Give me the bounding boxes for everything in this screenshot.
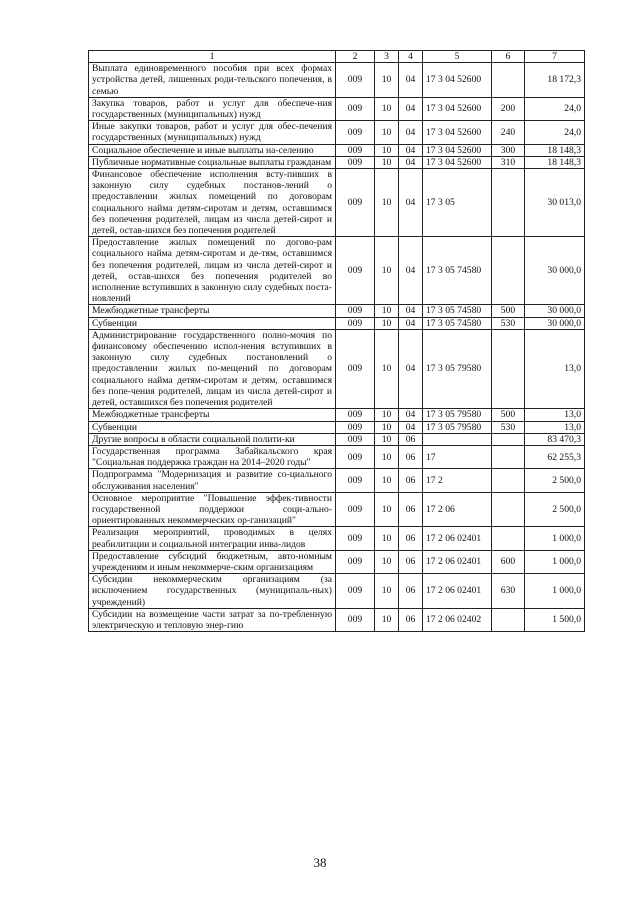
expense-type-code-cell [492, 445, 525, 468]
table-row [89, 409, 585, 421]
ministry-code-cell: 009 [336, 121, 375, 144]
amount-cell: 1 500,0 [525, 608, 585, 631]
table-row [89, 433, 585, 445]
section-code-cell: 10 [375, 421, 399, 433]
section-code-cell: 10 [375, 63, 399, 98]
ministry-code-cell: 009 [336, 329, 375, 408]
table-row [89, 492, 585, 527]
section-code-cell: 10 [375, 329, 399, 408]
target-item-code-cell: 17 3 05 [423, 169, 492, 237]
section-code-cell: 10 [375, 608, 399, 631]
table-row [89, 121, 585, 144]
expense-type-code-cell [492, 237, 525, 305]
subsection-code-cell: 04 [399, 169, 423, 237]
subsection-code-cell: 06 [399, 574, 423, 609]
target-item-code-cell: 17 3 05 74580 [423, 237, 492, 305]
ministry-code-cell: 009 [336, 445, 375, 468]
subsection-code-cell: 04 [399, 237, 423, 305]
item-name-cell: Основное мероприятие "Повышение эффек-тивности государственной поддержки соци-ально-ориентированных некоммерческих ор-ганизаций" [89, 492, 336, 527]
amount-cell: 30 000,0 [525, 317, 585, 329]
item-name-cell: Межбюджетные трансферты [89, 409, 336, 421]
expense-type-code-cell [492, 63, 525, 98]
target-item-code-cell: 17 2 [423, 469, 492, 492]
subsection-code-cell: 06 [399, 445, 423, 468]
column-header: 4 [399, 51, 423, 63]
subsection-code-cell: 04 [399, 121, 423, 144]
target-item-code-cell: 17 3 04 52600 [423, 156, 492, 168]
expense-type-code-cell: 630 [492, 574, 525, 609]
ministry-code-cell: 009 [336, 156, 375, 168]
section-code-cell: 10 [375, 433, 399, 445]
item-name-cell: Закупка товаров, работ и услуг для обеспече-ния государственных (муниципальных) нужд [89, 97, 336, 120]
table-row [89, 169, 585, 237]
expense-type-code-cell: 310 [492, 156, 525, 168]
ministry-code-cell: 009 [336, 97, 375, 120]
ministry-code-cell: 009 [336, 237, 375, 305]
amount-cell: 83 470,3 [525, 433, 585, 445]
column-header: 6 [492, 51, 525, 63]
column-header: 7 [525, 51, 585, 63]
section-code-cell: 10 [375, 527, 399, 550]
ministry-code-cell: 009 [336, 608, 375, 631]
amount-cell: 24,0 [525, 121, 585, 144]
target-item-code-cell: 17 2 06 02401 [423, 574, 492, 609]
subsection-code-cell: 04 [399, 156, 423, 168]
ministry-code-cell: 009 [336, 305, 375, 317]
table-row [89, 305, 585, 317]
item-name-cell: Субсидии некоммерческим организациям (за исключением государственных (муниципаль-ных) учреждений) [89, 574, 336, 609]
expense-type-code-cell: 500 [492, 409, 525, 421]
subsection-code-cell: 06 [399, 469, 423, 492]
section-code-cell: 10 [375, 144, 399, 156]
item-name-cell: Государственная программа Забайкальского края "Социальная поддержка граждан на 2014–2020 годы" [89, 445, 336, 468]
item-name-cell: Выплата единовременного пособия при всех формах устройства детей, лишенных роди-тельского попечения, в семью [89, 63, 336, 98]
section-code-cell: 10 [375, 492, 399, 527]
item-name-cell: Субсидии на возмещение части затрат за по-требленную электрическую и тепловую энер-гию [89, 608, 336, 631]
ministry-code-cell: 009 [336, 317, 375, 329]
table-header-row [89, 51, 585, 63]
target-item-code-cell: 17 2 06 02402 [423, 608, 492, 631]
item-name-cell: Межбюджетные трансферты [89, 305, 336, 317]
column-header: 1 [89, 51, 336, 63]
amount-cell: 18 148,3 [525, 144, 585, 156]
expense-type-code-cell: 500 [492, 305, 525, 317]
section-code-cell: 10 [375, 97, 399, 120]
section-code-cell: 10 [375, 445, 399, 468]
ministry-code-cell: 009 [336, 469, 375, 492]
amount-cell: 24,0 [525, 97, 585, 120]
amount-cell: 18 148,3 [525, 156, 585, 168]
amount-cell: 62 255,3 [525, 445, 585, 468]
table-row [89, 445, 585, 468]
column-header: 2 [336, 51, 375, 63]
target-item-code-cell: 17 3 04 52600 [423, 63, 492, 98]
column-header: 3 [375, 51, 399, 63]
subsection-code-cell: 04 [399, 421, 423, 433]
expense-type-code-cell: 240 [492, 121, 525, 144]
item-name-cell: Финансовое обеспечение исполнения всту-пивших в законную силу судебных постанов-лений о предоставлении жилых помещений по договорам социального найма детям-сиротам и детям, оставшимся без попечения родителей, лицам из числа детей-сирот и детей, остав-шихся без попечения родителей [89, 169, 336, 237]
item-name-cell: Реализация мероприятий, проводимых в целях реабилитации и социальной интеграции инва-лидов [89, 527, 336, 550]
amount-cell: 13,0 [525, 421, 585, 433]
subsection-code-cell: 04 [399, 329, 423, 408]
target-item-code-cell: 17 2 06 02401 [423, 550, 492, 573]
table-row [89, 329, 585, 408]
amount-cell: 1 000,0 [525, 574, 585, 609]
ministry-code-cell: 009 [336, 492, 375, 527]
table-row [89, 63, 585, 98]
table-row [89, 527, 585, 550]
ministry-code-cell: 009 [336, 144, 375, 156]
column-header: 5 [423, 51, 492, 63]
amount-cell: 13,0 [525, 409, 585, 421]
table-row [89, 317, 585, 329]
section-code-cell: 10 [375, 317, 399, 329]
ministry-code-cell: 009 [336, 63, 375, 98]
table-row [89, 144, 585, 156]
subsection-code-cell: 04 [399, 144, 423, 156]
section-code-cell: 10 [375, 409, 399, 421]
ministry-code-cell: 009 [336, 409, 375, 421]
subsection-code-cell: 06 [399, 608, 423, 631]
expense-type-code-cell: 200 [492, 97, 525, 120]
table-row [89, 608, 585, 631]
ministry-code-cell: 009 [336, 169, 375, 237]
target-item-code-cell: 17 3 05 74580 [423, 317, 492, 329]
amount-cell: 30 013,0 [525, 169, 585, 237]
expense-type-code-cell [492, 492, 525, 527]
amount-cell: 13,0 [525, 329, 585, 408]
item-name-cell: Предоставление субсидий бюджетным, авто-номным учреждениям и иным некоммерче-ским организациям [89, 550, 336, 573]
table-row [89, 550, 585, 573]
target-item-code-cell: 17 3 04 52600 [423, 97, 492, 120]
expense-type-code-cell: 530 [492, 317, 525, 329]
amount-cell: 2 500,0 [525, 469, 585, 492]
subsection-code-cell: 06 [399, 527, 423, 550]
item-name-cell: Администрирование государственного полно-мочия по финансовому обеспечению испол-нения вступивших в законную силу судебных постановлений о предоставлении жилых по-мещений по договорам социального найма детям-сиротам и детям, оставшимся без попе-чения родителей, лицам из числа детей-сирот и детей, оставшихся без попечения родителей [89, 329, 336, 408]
section-code-cell: 10 [375, 156, 399, 168]
target-item-code-cell: 17 2 06 [423, 492, 492, 527]
expense-type-code-cell: 300 [492, 144, 525, 156]
section-code-cell: 10 [375, 574, 399, 609]
page-number: 38 [313, 855, 327, 870]
target-item-code-cell: 17 3 04 52600 [423, 121, 492, 144]
item-name-cell: Социальное обеспечение и иные выплаты на-селению [89, 144, 336, 156]
amount-cell: 30 000,0 [525, 305, 585, 317]
subsection-code-cell: 06 [399, 550, 423, 573]
expense-type-code-cell [492, 433, 525, 445]
ministry-code-cell: 009 [336, 550, 375, 573]
table-row [89, 237, 585, 305]
amount-cell: 30 000,0 [525, 237, 585, 305]
subsection-code-cell: 04 [399, 97, 423, 120]
budget-table [88, 50, 585, 632]
target-item-code-cell: 17 3 04 52600 [423, 144, 492, 156]
subsection-code-cell: 06 [399, 492, 423, 527]
amount-cell: 1 000,0 [525, 527, 585, 550]
table-body [89, 63, 585, 632]
section-code-cell: 10 [375, 121, 399, 144]
section-code-cell: 10 [375, 550, 399, 573]
table-row [89, 97, 585, 120]
target-item-code-cell: 17 3 05 79580 [423, 409, 492, 421]
section-code-cell: 10 [375, 305, 399, 317]
section-code-cell: 10 [375, 469, 399, 492]
expense-type-code-cell [492, 169, 525, 237]
subsection-code-cell: 04 [399, 305, 423, 317]
subsection-code-cell: 06 [399, 433, 423, 445]
amount-cell: 1 000,0 [525, 550, 585, 573]
item-name-cell: Субвенции [89, 421, 336, 433]
expense-type-code-cell [492, 527, 525, 550]
item-name-cell: Иные закупки товаров, работ и услуг для обес-печения государственных (муниципальных) нужд [89, 121, 336, 144]
target-item-code-cell: 17 3 05 79580 [423, 421, 492, 433]
target-item-code-cell: 17 3 05 79580 [423, 329, 492, 408]
subsection-code-cell: 04 [399, 63, 423, 98]
section-code-cell: 10 [375, 169, 399, 237]
expense-type-code-cell [492, 608, 525, 631]
target-item-code-cell: 17 3 05 74580 [423, 305, 492, 317]
expense-type-code-cell: 530 [492, 421, 525, 433]
amount-cell: 2 500,0 [525, 492, 585, 527]
table-row [89, 421, 585, 433]
table-row [89, 156, 585, 168]
subsection-code-cell: 04 [399, 409, 423, 421]
expense-type-code-cell [492, 329, 525, 408]
item-name-cell: Подпрограмма "Модернизация и развитие со-циального обслуживания населения" [89, 469, 336, 492]
item-name-cell: Субвенции [89, 317, 336, 329]
section-code-cell: 10 [375, 237, 399, 305]
target-item-code-cell: 17 [423, 445, 492, 468]
amount-cell: 18 172,3 [525, 63, 585, 98]
ministry-code-cell: 009 [336, 574, 375, 609]
item-name-cell: Другие вопросы в области социальной полити-ки [89, 433, 336, 445]
target-item-code-cell: 17 2 06 02401 [423, 527, 492, 550]
ministry-code-cell: 009 [336, 421, 375, 433]
ministry-code-cell: 009 [336, 527, 375, 550]
target-item-code-cell [423, 433, 492, 445]
item-name-cell: Публичные нормативные социальные выплаты гражданам [89, 156, 336, 168]
expense-type-code-cell: 600 [492, 550, 525, 573]
table-row [89, 469, 585, 492]
ministry-code-cell: 009 [336, 433, 375, 445]
expense-type-code-cell [492, 469, 525, 492]
item-name-cell: Предоставление жилых помещений по догово-рам социального найма детям-сиротам и де-тям, оставшимся без попечения родителей, лицам из числа детей-сирот и детей, остав-шихся без попечения родителей во исполнение вступивших в законную силу судебных поста-новлений [89, 237, 336, 305]
table-row [89, 574, 585, 609]
subsection-code-cell: 04 [399, 317, 423, 329]
